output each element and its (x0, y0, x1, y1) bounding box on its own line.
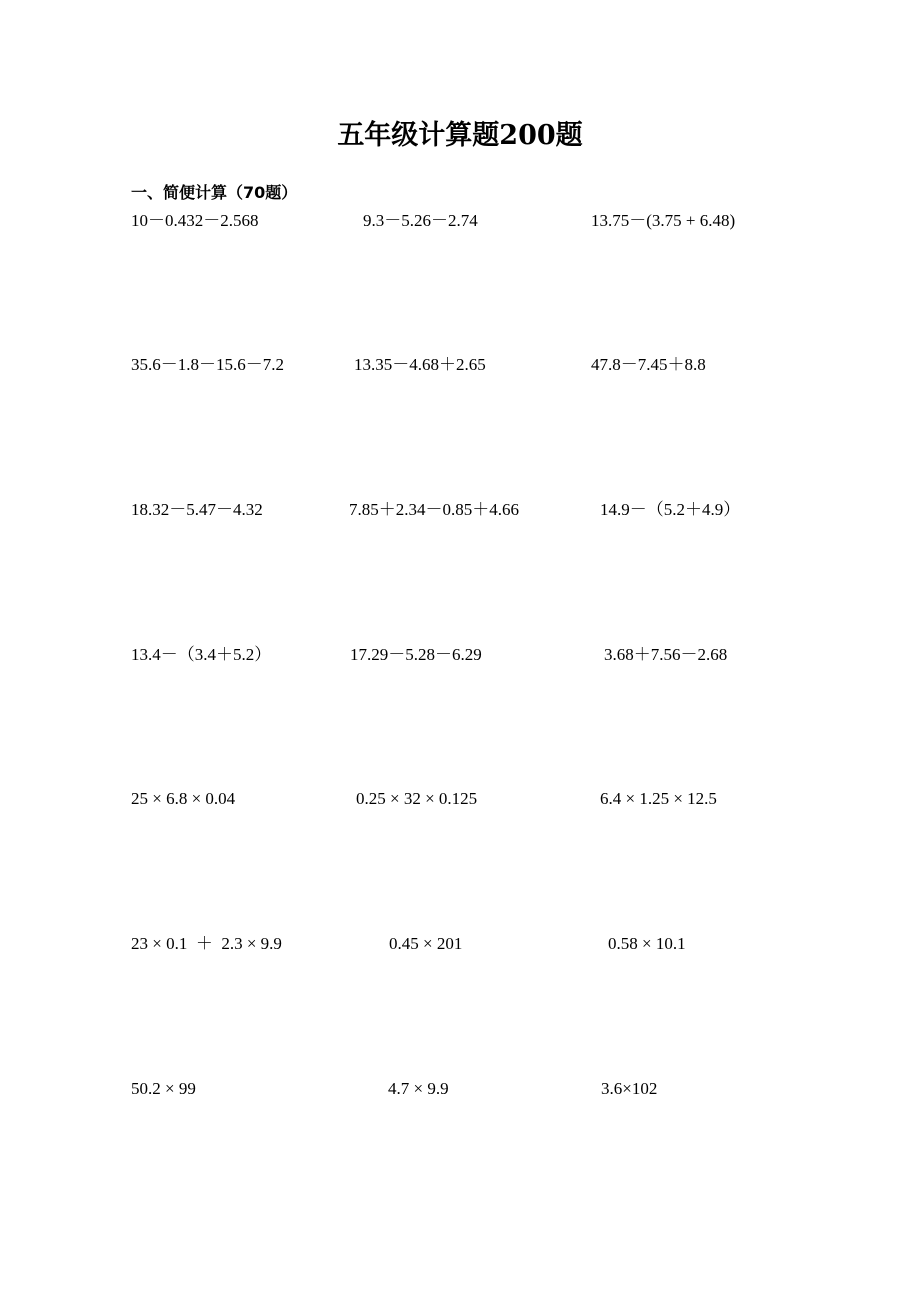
section-heading: 一、简便计算（70题） (131, 183, 298, 202)
problem: 0.25 × 32 × 0.125 (356, 789, 478, 808)
problem: 17.29－5.28－6.29 (350, 645, 482, 664)
problem: 35.6－1.8－15.6－7.2 (131, 355, 284, 374)
problem: 25 × 6.8 × 0.04 (131, 789, 236, 808)
problem-row (0, 498, 920, 522)
problem: 50.2 × 99 (131, 1079, 196, 1098)
problem: 3.68＋7.56－2.68 (604, 645, 728, 664)
problem: 13.75－(3.75 + 6.48) (591, 211, 736, 230)
problem: 13.35－4.68＋2.65 (354, 355, 486, 374)
problem-row (0, 787, 920, 811)
problem-row (0, 1077, 920, 1101)
problem: 7.85＋2.34－0.85＋4.66 (349, 500, 519, 519)
problem: 9.3－5.26－2.74 (363, 211, 478, 230)
problem: 14.9－（5.2＋4.9） (600, 500, 741, 519)
problem: 47.8－7.45＋8.8 (591, 355, 706, 374)
problem: 13.4－（3.4＋5.2） (131, 645, 272, 664)
problem: 0.45 × 201 (389, 934, 463, 953)
problem: 6.4 × 1.25 × 12.5 (600, 789, 717, 808)
problem-row (0, 353, 920, 377)
problem: 4.7 × 9.9 (388, 1079, 449, 1098)
problem-row (0, 932, 920, 956)
problem: 3.6×102 (601, 1079, 658, 1098)
problem: 23 × 0.1 ＋ 2.3 × 9.9 (131, 934, 282, 953)
page-title: 五年级计算题200题 (337, 120, 583, 151)
problem: 10－0.432－2.568 (131, 211, 259, 230)
problem-row (0, 209, 920, 233)
problem: 18.32－5.47－4.32 (131, 500, 263, 519)
problem-row (0, 643, 920, 667)
problem: 0.58 × 10.1 (608, 934, 686, 953)
